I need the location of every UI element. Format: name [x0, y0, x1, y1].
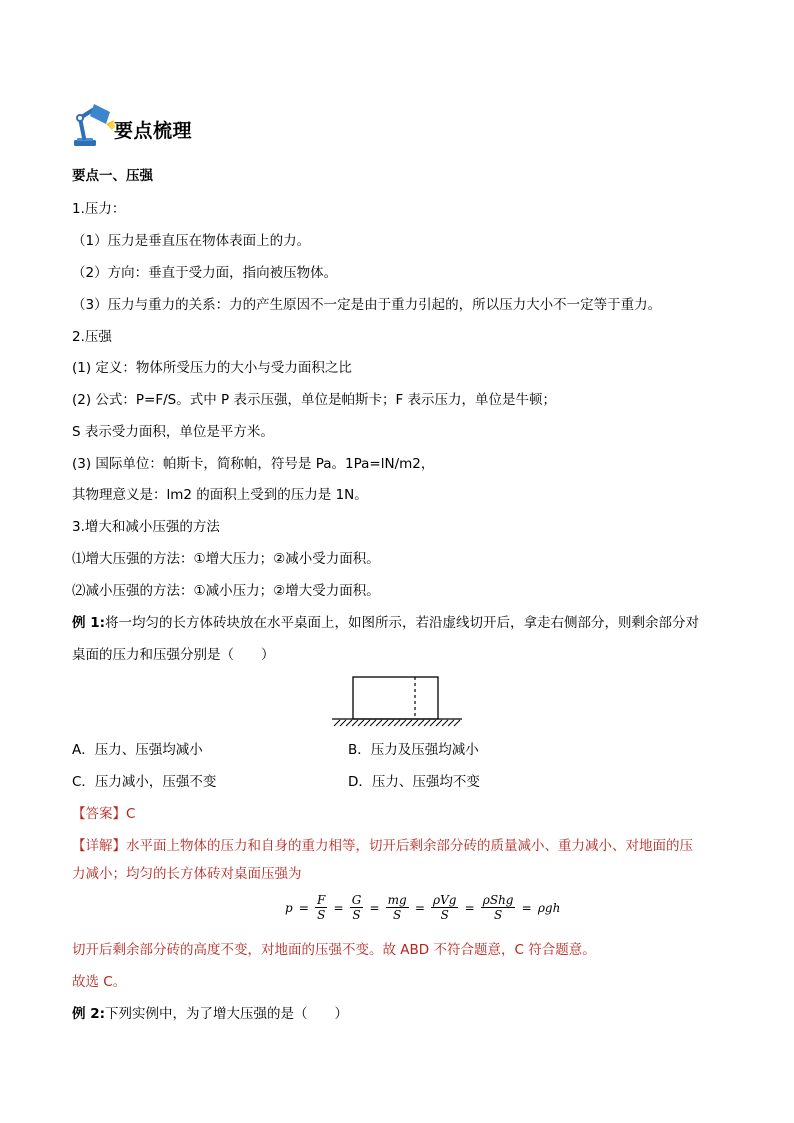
question-text: 桌面的压力和压强分别是（ ） — [72, 647, 275, 663]
text-line: 其物理意义是：lm2 的面积上受到的压力是 1N。 — [72, 487, 368, 503]
detail-line — [72, 837, 693, 855]
text-line: (3) 国际单位：帕斯卡，简称帕，符号是 Pa。1Pa=lN/m2， — [72, 456, 435, 472]
formula-fraction: $\frac{\text{ρVg}}{S}$ — [433, 893, 457, 922]
list-item: ⑵减小压强的方法：①减小压力；②增大受力面积。 — [72, 583, 380, 599]
list-item: （1）压力是垂直压在物体表面上的力。 — [72, 233, 311, 249]
choice-text: 故选 C。 — [72, 974, 127, 990]
list-item: ⑴增大压强的方法：①增大压力；②减小受力面积。 — [72, 551, 380, 567]
text-line: (1) 定义：物体所受压力的大小与受力面积之比 — [72, 360, 352, 376]
text-line: (2) 公式：P=F/S。式中 P 表示压强，单位是帕斯卡；F 表示压力，单位是牛顿； — [72, 392, 557, 408]
option-c: C．压力减小，压强不变 — [72, 774, 217, 790]
option-a: A．压力、压强均减小 — [72, 742, 203, 758]
answer-value: C — [126, 806, 136, 822]
subsection-title: 2.压强 — [72, 329, 112, 345]
list-item: （2）方向：垂直于受力面，指向被压物体。 — [72, 265, 338, 281]
example-label: 例 2: — [72, 1006, 105, 1022]
answer-line — [72, 805, 135, 823]
formula-fraction: $\frac{G}{S}$ — [351, 893, 362, 922]
detail-text: 力减小；均匀的长方体砖对桌面压强为 — [72, 866, 302, 882]
formula-result: ρgh — [537, 900, 561, 915]
text-line: S 表示受力面积，单位是平方米。 — [72, 424, 274, 440]
conclusion-text: 切开后剩余部分砖的高度不变，对地面的压强不变。故 ABD 不符合题意，C 符合题意。 — [72, 942, 596, 958]
section-heading — [72, 100, 272, 150]
example-1-question — [72, 614, 699, 632]
formula-fraction: $\frac{\text{ρShg}}{S}$ — [482, 893, 514, 922]
example-2-question — [72, 1005, 348, 1023]
question-text: 将一均匀的长方体砖块放在水平桌面上，如图所示，若沿虚线切开后，拿走右侧部分，则剩余部分对 — [105, 615, 699, 631]
section-title: 要点一、压强 — [72, 168, 153, 184]
list-item: （3）压力与重力的关系：力的产生原因不一定是由于重力引起的，所以压力大小不一定等于重力。 — [72, 297, 662, 313]
pressure-formula: p = $\frac{F}{S}$ = $\frac{G}{S}$ = $\frac{mg}{S}$ = $\frac{\text{ρVg}}{S}$ = $\frac{\text{ρShg}}{S}$ = ρgh — [285, 893, 561, 922]
subsection-title: 3.增大和减小压强的方法 — [72, 519, 220, 535]
desk-lamp-icon — [72, 100, 118, 148]
option-b: B．压力及压强均减小 — [348, 742, 479, 758]
answer-tag: 【答案】 — [72, 806, 126, 822]
formula-fraction: $\frac{F}{S}$ — [317, 893, 326, 922]
option-d: D．压力、压强均不变 — [348, 774, 480, 790]
question-text: 下列实例中，为了增大压强的是（ ） — [105, 1006, 348, 1022]
brick — [353, 677, 438, 719]
detail-tag: 【详解】 — [72, 838, 126, 854]
detail-text: 水平面上物体的压力和自身的重力相等，切开后剩余部分砖的质量减小、重力减小、对地面的压 — [126, 838, 693, 854]
brick-figure — [330, 674, 470, 728]
formula-p: p — [285, 900, 293, 915]
example-label: 例 1: — [72, 615, 105, 631]
subsection-title: 1.压力： — [72, 201, 126, 217]
heading-title: 要点梳理 — [114, 120, 193, 142]
formula-fraction: $\frac{mg}{S}$ — [387, 893, 407, 922]
table-hatching — [334, 720, 460, 726]
